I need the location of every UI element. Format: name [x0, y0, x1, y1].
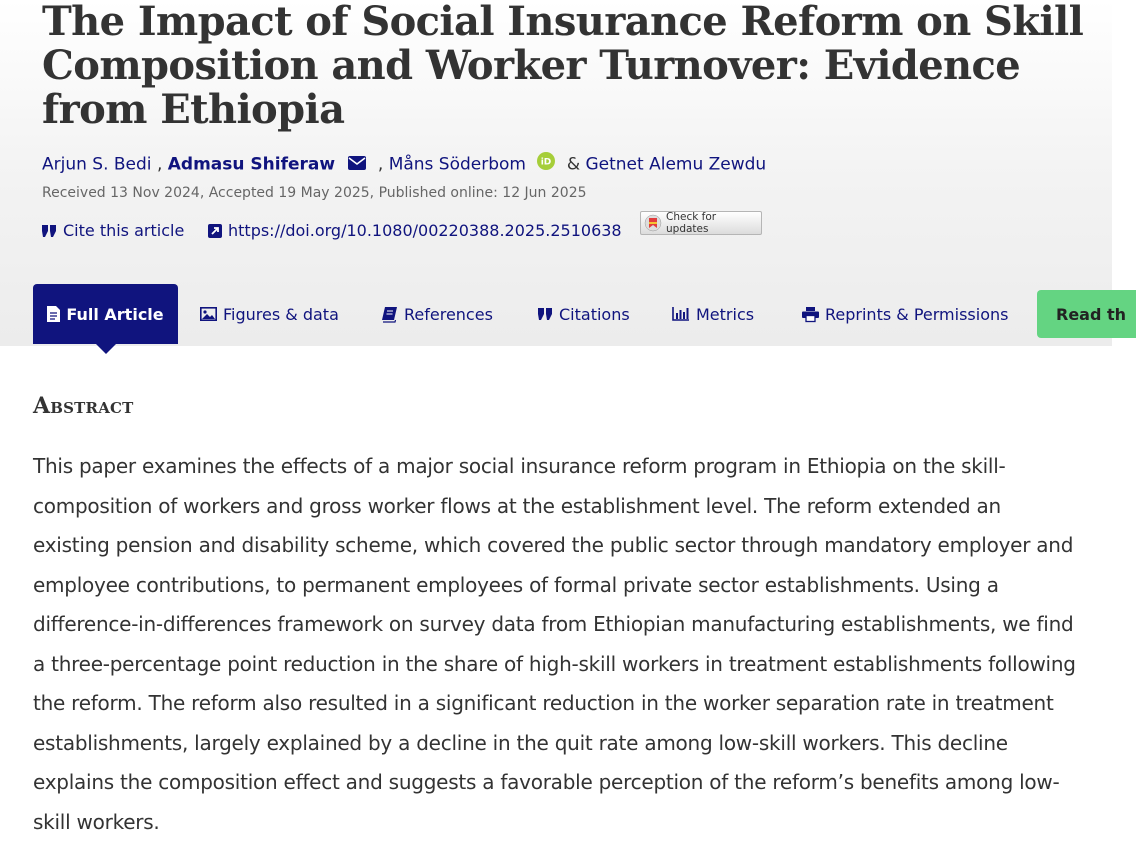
tab-citations[interactable]: [538, 284, 630, 344]
tab-figures-data[interactable]: [200, 284, 339, 344]
author-link-corresponding[interactable]: Admasu Shiferaw: [167, 154, 336, 175]
image-icon: [200, 307, 217, 321]
author-list: [42, 152, 766, 176]
active-tab-caret: [96, 344, 116, 354]
tab-label: Reprints & Permissions: [825, 304, 1009, 324]
author-separator: &: [566, 154, 581, 175]
cite-article-link[interactable]: [42, 220, 184, 244]
tab-label: Citations: [559, 304, 630, 324]
author-link[interactable]: Getnet Alemu Zewdu: [585, 154, 767, 175]
tab-label: Metrics: [696, 304, 755, 324]
external-link-icon: [208, 222, 222, 244]
book-icon: [382, 307, 398, 322]
doi-label: https://doi.org/10.1080/00220388.2025.2510638: [228, 221, 622, 240]
tab-full-article[interactable]: [33, 284, 178, 344]
tab-label: Read th: [1056, 304, 1127, 324]
author-separator: ,: [377, 154, 384, 175]
tab-references[interactable]: [382, 284, 493, 344]
print-icon: [802, 307, 819, 322]
document-icon: [47, 306, 60, 322]
article-title: The Impact of Social Insurance Reform on Skill Composition and Worker Turnover: Evidence from Ethiopia: [42, 0, 1084, 133]
check-for-updates-button[interactable]: [640, 211, 762, 235]
crossmark-icon: [644, 214, 662, 232]
envelope-icon[interactable]: [348, 153, 366, 177]
quote-icon: [42, 222, 57, 244]
cite-article-label: Cite this article: [63, 221, 185, 240]
abstract-text: This paper examines the effects of a major social insurance reform program in Ethiopia on the skill-composition of workers and gross worker flows at the establishment level. The reform extended an existing pension and disability scheme, which covered the public sector through mandatory employer and employee contributions, to permanent employees of formal private sector establishments. Using a difference-in-differences framework on survey data from Ethiopian manufacturing establishments, we find a three-percentage point reduction in the share of high-skill workers in treatment establishments following the reform. The reform also resulted in a significant reduction in the worker separation rate in treatment establishments, largely explained by a decline in the quit rate among low-skill workers. This decline explains the composition effect and suggests a favorable perception of the reform’s benefits among low-skill workers.: [33, 454, 1076, 834]
tab-label: References: [404, 304, 493, 324]
check-for-updates-label: Check for updates: [666, 211, 717, 235]
tab-read-this-article[interactable]: [1037, 290, 1136, 338]
tab-metrics[interactable]: [672, 284, 754, 344]
tab-label: Figures & data: [223, 304, 339, 324]
tab-reprints-permissions[interactable]: [802, 284, 1008, 344]
orcid-icon[interactable]: [537, 152, 555, 177]
publication-dates: Received 13 Nov 2024, Accepted 19 May 2025, Published online: 12 Jun 2025: [42, 185, 587, 201]
tab-label: Full Article: [66, 304, 164, 324]
author-link[interactable]: Arjun S. Bedi: [42, 154, 152, 175]
bar-chart-icon: [672, 307, 690, 321]
author-link[interactable]: Måns Söderbom: [388, 154, 526, 175]
author-separator: ,: [156, 154, 163, 175]
svg-text:iD: iD: [541, 157, 552, 168]
article-tabs: [0, 284, 1127, 344]
doi-link[interactable]: [208, 220, 622, 244]
quote-icon: [538, 308, 553, 321]
abstract-heading: Abstract: [33, 393, 134, 419]
